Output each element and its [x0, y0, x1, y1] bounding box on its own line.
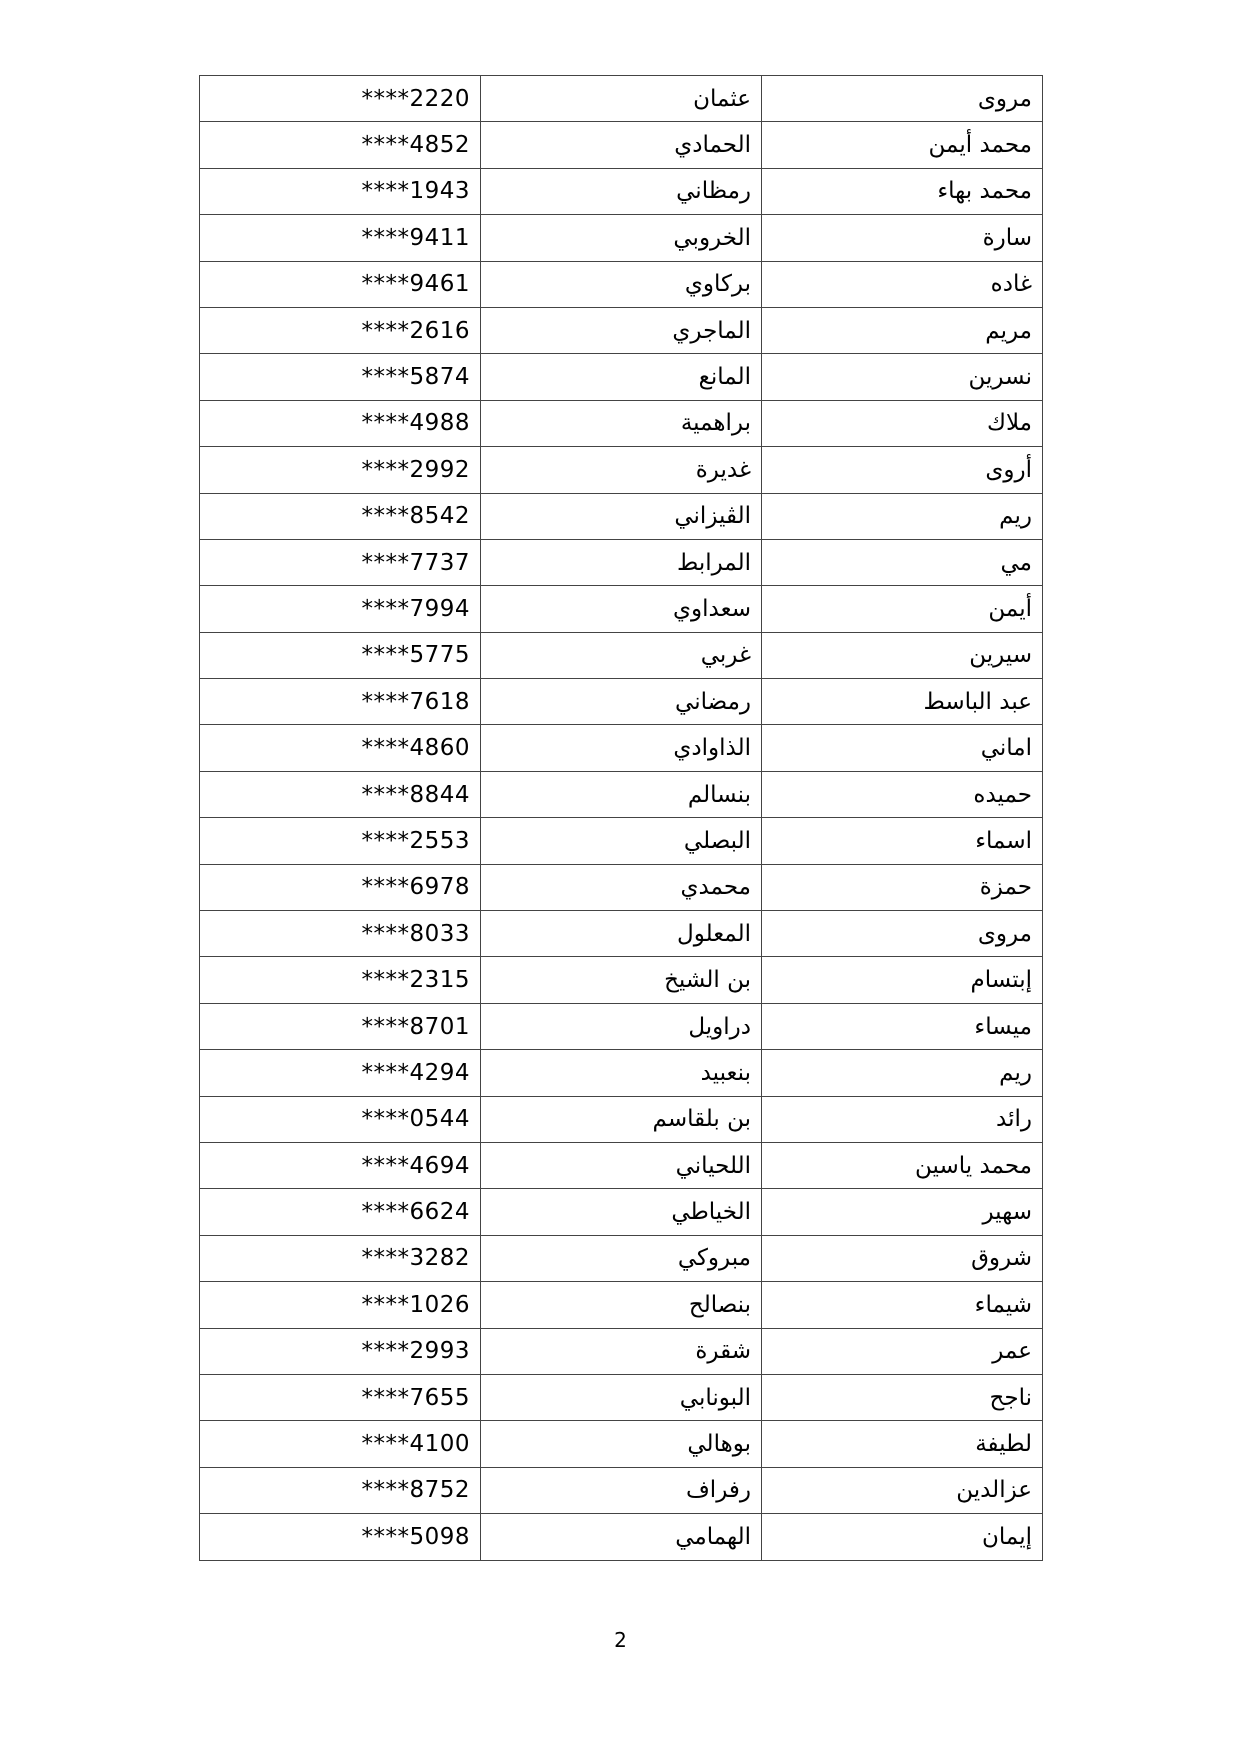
first-name-cell: إيمان: [762, 1514, 1043, 1560]
last-name-cell: الهمامي: [481, 1514, 762, 1560]
masked-id-cell: ****6978: [200, 864, 481, 910]
last-name-cell: المعلول: [481, 911, 762, 957]
masked-id-cell: ****2992: [200, 447, 481, 493]
masked-id-cell: ****0544: [200, 1096, 481, 1142]
last-name-cell: شقرة: [481, 1328, 762, 1374]
first-name-cell: سارة: [762, 215, 1043, 261]
masked-id-cell: ****6624: [200, 1189, 481, 1235]
first-name-cell: ملاك: [762, 400, 1043, 446]
first-name-cell: حمزة: [762, 864, 1043, 910]
masked-id-cell: ****9461: [200, 261, 481, 307]
masked-id-cell: ****2220: [200, 76, 481, 122]
first-name-cell: ناجح: [762, 1374, 1043, 1420]
last-name-cell: المانع: [481, 354, 762, 400]
table-row: [200, 447, 1043, 493]
masked-id-cell: ****2993: [200, 1328, 481, 1374]
last-name-cell: رفراف: [481, 1467, 762, 1513]
first-name-cell: نسرين: [762, 354, 1043, 400]
table-row: [200, 215, 1043, 261]
first-name-cell: محمد أيمن: [762, 122, 1043, 168]
last-name-cell: البصلي: [481, 818, 762, 864]
table-row: [200, 122, 1043, 168]
names-table-container: [199, 75, 1042, 1561]
last-name-cell: بن الشيخ: [481, 957, 762, 1003]
masked-id-cell: ****7618: [200, 679, 481, 725]
last-name-cell: اللحياني: [481, 1142, 762, 1188]
masked-id-cell: ****7655: [200, 1374, 481, 1420]
last-name-cell: مبروكي: [481, 1235, 762, 1281]
masked-id-cell: ****4100: [200, 1421, 481, 1467]
first-name-cell: شروق: [762, 1235, 1043, 1281]
masked-id-cell: ****5098: [200, 1514, 481, 1560]
table-row: [200, 1050, 1043, 1096]
table-row: [200, 1421, 1043, 1467]
first-name-cell: رائد: [762, 1096, 1043, 1142]
last-name-cell: غربي: [481, 632, 762, 678]
masked-id-cell: ****2553: [200, 818, 481, 864]
masked-id-cell: ****7737: [200, 539, 481, 585]
masked-id-cell: ****8542: [200, 493, 481, 539]
last-name-cell: الحمادي: [481, 122, 762, 168]
masked-id-cell: ****3282: [200, 1235, 481, 1281]
last-name-cell: الخياطي: [481, 1189, 762, 1235]
first-name-cell: عبد الباسط: [762, 679, 1043, 725]
masked-id-cell: ****5775: [200, 632, 481, 678]
first-name-cell: محمد ياسين: [762, 1142, 1043, 1188]
table-row: [200, 76, 1043, 122]
first-name-cell: غاده: [762, 261, 1043, 307]
last-name-cell: دراويل: [481, 1003, 762, 1049]
table-row: [200, 1467, 1043, 1513]
table-row: [200, 493, 1043, 539]
last-name-cell: البونابي: [481, 1374, 762, 1420]
first-name-cell: ريم: [762, 493, 1043, 539]
masked-id-cell: ****5874: [200, 354, 481, 400]
first-name-cell: مي: [762, 539, 1043, 585]
first-name-cell: مروى: [762, 76, 1043, 122]
last-name-cell: رمظاني: [481, 168, 762, 214]
masked-id-cell: ****4294: [200, 1050, 481, 1096]
last-name-cell: عثمان: [481, 76, 762, 122]
last-name-cell: بركاوي: [481, 261, 762, 307]
masked-id-cell: ****8033: [200, 911, 481, 957]
last-name-cell: الڤيزاني: [481, 493, 762, 539]
last-name-cell: بوهالي: [481, 1421, 762, 1467]
table-row: [200, 771, 1043, 817]
masked-id-cell: ****4860: [200, 725, 481, 771]
table-row: [200, 1142, 1043, 1188]
first-name-cell: سهير: [762, 1189, 1043, 1235]
last-name-cell: بن بلقاسم: [481, 1096, 762, 1142]
masked-id-cell: ****8752: [200, 1467, 481, 1513]
table-row: [200, 168, 1043, 214]
first-name-cell: عمر: [762, 1328, 1043, 1374]
first-name-cell: ميساء: [762, 1003, 1043, 1049]
table-row: [200, 539, 1043, 585]
table-row: [200, 1096, 1043, 1142]
table-row: [200, 1189, 1043, 1235]
last-name-cell: بنعبيد: [481, 1050, 762, 1096]
table-row: [200, 307, 1043, 353]
first-name-cell: اماني: [762, 725, 1043, 771]
last-name-cell: محمدي: [481, 864, 762, 910]
first-name-cell: محمد بهاء: [762, 168, 1043, 214]
masked-id-cell: ****2315: [200, 957, 481, 1003]
last-name-cell: غديرة: [481, 447, 762, 493]
first-name-cell: اسماء: [762, 818, 1043, 864]
table-row: [200, 1374, 1043, 1420]
last-name-cell: الذاوادي: [481, 725, 762, 771]
last-name-cell: رمضاني: [481, 679, 762, 725]
table-row: [200, 261, 1043, 307]
last-name-cell: الماجري: [481, 307, 762, 353]
table-row: [200, 1328, 1043, 1374]
first-name-cell: إبتسام: [762, 957, 1043, 1003]
first-name-cell: مريم: [762, 307, 1043, 353]
masked-id-cell: ****8701: [200, 1003, 481, 1049]
table-row: [200, 1514, 1043, 1560]
table-row: [200, 1282, 1043, 1328]
first-name-cell: عزالدين: [762, 1467, 1043, 1513]
table-row: [200, 400, 1043, 446]
masked-id-cell: ****2616: [200, 307, 481, 353]
last-name-cell: بنصالح: [481, 1282, 762, 1328]
masked-id-cell: ****4852: [200, 122, 481, 168]
last-name-cell: بنسالم: [481, 771, 762, 817]
masked-id-cell: ****1026: [200, 1282, 481, 1328]
table-row: [200, 818, 1043, 864]
first-name-cell: أيمن: [762, 586, 1043, 632]
last-name-cell: الخروبي: [481, 215, 762, 261]
table-row: [200, 725, 1043, 771]
last-name-cell: سعداوي: [481, 586, 762, 632]
last-name-cell: المرابط: [481, 539, 762, 585]
table-row: [200, 911, 1043, 957]
table-row: [200, 354, 1043, 400]
table-row: [200, 586, 1043, 632]
last-name-cell: براهمية: [481, 400, 762, 446]
page-number: 2: [614, 1628, 627, 1652]
first-name-cell: لطيفة: [762, 1421, 1043, 1467]
masked-id-cell: ****9411: [200, 215, 481, 261]
names-table-body: [200, 76, 1043, 1561]
first-name-cell: مروى: [762, 911, 1043, 957]
first-name-cell: سيرين: [762, 632, 1043, 678]
first-name-cell: أروى: [762, 447, 1043, 493]
names-table: [199, 75, 1043, 1561]
first-name-cell: شيماء: [762, 1282, 1043, 1328]
first-name-cell: ريم: [762, 1050, 1043, 1096]
first-name-cell: حميده: [762, 771, 1043, 817]
table-row: [200, 679, 1043, 725]
masked-id-cell: ****7994: [200, 586, 481, 632]
masked-id-cell: ****1943: [200, 168, 481, 214]
masked-id-cell: ****4694: [200, 1142, 481, 1188]
table-row: [200, 1235, 1043, 1281]
table-row: [200, 957, 1043, 1003]
table-row: [200, 864, 1043, 910]
table-row: [200, 1003, 1043, 1049]
masked-id-cell: ****8844: [200, 771, 481, 817]
masked-id-cell: ****4988: [200, 400, 481, 446]
table-row: [200, 632, 1043, 678]
